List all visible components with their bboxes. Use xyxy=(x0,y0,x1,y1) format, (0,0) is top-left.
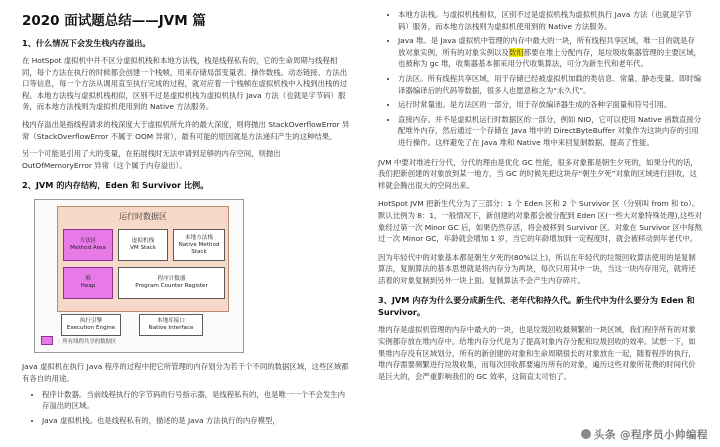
list-item: • Java 虚拟机栈。也是线程私有的，描述的是 Java 方法执行的内存模型， xyxy=(42,415,352,427)
q1-paragraph-2: 栈内存溢出是指线程请求的栈深度大于虚拟机所允许的最大深度，则将抛出 StackOverflowError 异常（StackOverflowError 不属于 OOM 异常），最有可能的原因就是方法递归产生的这种结果。 xyxy=(22,119,350,141)
program-counter-box xyxy=(118,267,225,299)
heap-cn: 堆 xyxy=(85,276,91,283)
native-stack-en-2: Stack xyxy=(191,248,207,255)
legend-swatch xyxy=(41,336,53,345)
list-item-java-heap xyxy=(398,35,702,70)
vm-stack-cn: 虚拟机栈 xyxy=(131,238,155,245)
question-3-heading: 3、JVM 内存为什么要分成新生代、老年代和持久代。新生代中为什么要分为 Eden 和 Survivor。 xyxy=(378,295,695,318)
heap-box xyxy=(63,267,113,299)
highlighted-array-text: 数组 xyxy=(508,47,524,57)
native-stack-cn: 本地方法栈 xyxy=(185,234,213,241)
right-column xyxy=(378,9,702,382)
heap-division-paragraph: 堆内存是虚拟机管理的内存中最大的一块，也是垃圾回收最频繁的一块区域，我们程序所有的对象实例都存放在堆内存中。给堆内存分代是为了提高对象内存分配和垃圾回收的效率。试想一下，如果堆内存没有区域划分，所有的新创建的对象和生命周期很长的对象放在一起，随着程序的执行，堆内存需要频繁进行垃圾收集，而每次回收都要遍历所有的对象，遍历这些对象所花费的时间代价是巨大的，会严重影响我们的 GC 效率，这简直太可怕了。 xyxy=(378,325,696,381)
vm-stack-box xyxy=(118,229,168,261)
list-item: • 程序计数器。当前线程执行的字节码的行号指示器，是线程私有的，也是唯一一个不会发生内存溢出的区域。 xyxy=(42,389,352,412)
question-1-heading: 1、什么情况下会发生栈内存溢出。 xyxy=(22,38,151,48)
native-interface-box xyxy=(139,314,203,336)
list-item: • 方法区。所有线程共享区域，用于存储已经被虚拟机加载的类信息、常量、静态变量、即时编译器编译后的代码等数据，很多人也愿意称之为“永久代”。 xyxy=(398,73,702,96)
list-item: • 直接内存。并不是虚拟机运行时数据区的一部分，例如 NIO，它可以使用 Native 函数直接分配堆外内存，然后通过一个存储在 Java 堆中的 DirectByteBuffer 对象作为这块内存的引用进行操作。这样避免了在 Java 堆和 Native 堆中来回复制数据，提高了性能。 xyxy=(398,114,702,149)
watermark-text: 头条 @程序员小帅编程 xyxy=(593,429,708,441)
java-heap-text: Java 堆。是 Java 虚拟机中管理的内存中最大的一块，所有线程共享区域，唯一目的就是存放对象实例，所有的对象实例以及 xyxy=(398,36,695,57)
jvm-memory-diagram xyxy=(34,199,244,353)
legend-text: ：所有线程共享的数据区 xyxy=(57,338,117,345)
diagram-legend xyxy=(41,336,116,345)
execution-engine-box xyxy=(61,314,121,336)
watermark xyxy=(581,427,708,442)
q1-paragraph-1: 在 HotSpot 虚拟机中并不区分虚拟机栈和本地方法栈，栈是线程私有的，它的生命周期与线程相同，每个方法在执行的时候都会创建一个栈帧，用来存储局部变量表、操作数栈、动态链接、方法出口等信息，每一个方法从调用直至执行完成的过程，就对应着一个栈帧在虚拟机栈中入栈到出栈的过程。本地方法栈与虚拟机栈相似，区别不过是虚拟机栈为虚拟机执行 Java 方法（也就是字节码）服务，而本地方法栈则为虚拟机使用到的 Native 方法服务。 xyxy=(22,56,348,112)
vm-stack-en: VM Stack xyxy=(130,245,156,252)
list-item: • 本地方法栈。与虚拟机栈相似，区别不过是虚拟机栈为虚拟机执行 Java 方法（也就是字节码）服务，而本地方法栈则为虚拟机使用到的 Native 方法服务。 xyxy=(398,9,702,32)
method-area-box xyxy=(63,229,113,261)
right-bullet-list xyxy=(378,9,702,149)
memory-areas-intro: Java 虚拟机在执行 Java 程序的过程中把它所管理的内存划分为若干个不同的数据区域，这些区域都有各自的用途。 xyxy=(22,362,349,383)
native-interface-en: Native Interface xyxy=(148,325,194,332)
execution-engine-en: Execution Engine xyxy=(66,325,116,332)
method-area-cn: 方法区 xyxy=(79,238,97,245)
young-gen-paragraph: 因为年轻代中的对象基本都是朝生夕死的(80%以上)，所以在年轻代的垃圾回收算法使用的是复制算法，复制算法的基本思想就是将内存分为两块，每次只用其中一块，当这一块内存用完，就将还活着的对象复制到另外一块上面。复制算法不会产生内存碎片。 xyxy=(378,252,696,285)
native-stack-en-1: Native Method xyxy=(178,241,220,248)
program-counter-cn: 程序计数器 xyxy=(157,276,186,283)
native-method-stack-box xyxy=(173,229,225,261)
program-counter-en: Program Counter Register xyxy=(135,283,208,290)
native-interface-cn: 本地库接口 xyxy=(157,318,185,325)
runtime-data-area-title: 运行时数据区 xyxy=(119,212,167,222)
runtime-data-area xyxy=(57,206,229,312)
list-item: • 运行时常量池。是方法区的一部分，用于存放编译器生成的各种字面量和符号引用。 xyxy=(398,99,702,111)
left-bullet-list xyxy=(22,389,352,427)
execution-engine-cn: 执行引擎 xyxy=(79,318,103,325)
hotspot-paragraph: HotSpot JVM 把新生代分为了三部分：1 个 Eden 区和 2 个 Survivor 区（分别叫 from 和 to）。默认比例为 8：1，一般情况下，新创建的对象都会被分配到 Eden 区(一些大对象特殊处理),这些对象经过第一次 Minor GC 后，如果仍然存活，将会被移到 Survivor 区。对象在 Survivor 区中每熬过一次 Minor GC，年龄就会增加 1 岁，当它的年龄增加到一定程度时，就会被移动到年老代中。 xyxy=(378,199,703,244)
java-heap-text-rest: 都要在堆上分配内存，是垃圾收集器管理的主要区域，也被称为 gc 堆，收集器基本都采用分代收集算法，可分为新生代和老年代。 xyxy=(398,47,702,69)
method-area-en: Method Area xyxy=(70,245,106,252)
document-title: 2020 面试题总结——JVM 篇 xyxy=(22,13,206,29)
generational-paragraph: JVM 中要对堆进行分代，分代的理由是优化 GC 性能，很多对象都是朝生夕死的，如果分代的话，我们把新创建的对象放到某一地方，当 GC 的时候先把这块存“朝生夕死”对象的区域进行回收，这样就会腾出很大的空间出来。 xyxy=(378,157,698,190)
watermark-icon xyxy=(581,429,591,439)
heap-en: Heap xyxy=(80,283,96,290)
q1-paragraph-3: 另一个可能是引用了大的变量，在拓展栈时无法申请到足够的内存空间，则抛出 OutOfMemoryError 异常（这个属于内存溢出）。 xyxy=(22,149,281,170)
question-2-heading: 2、JVM 的内存结构，Eden 和 Survivor 比例。 xyxy=(22,180,209,191)
left-column xyxy=(22,0,352,429)
